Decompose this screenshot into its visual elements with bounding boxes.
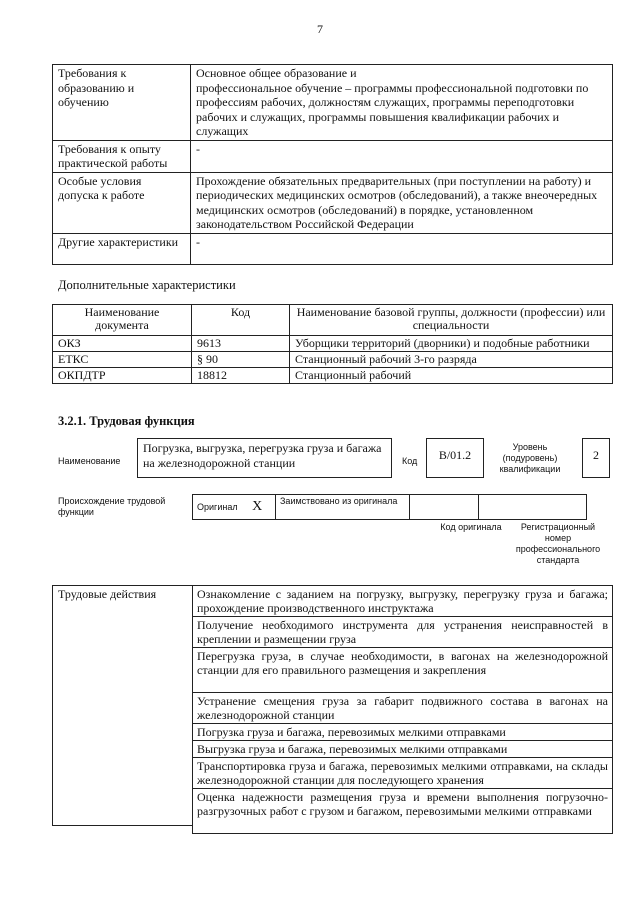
- level-box: 2: [582, 438, 610, 478]
- code-original-caption: Код оригинала: [440, 522, 502, 532]
- table-cell: ОКПДТР: [53, 368, 192, 384]
- table-row: [193, 617, 613, 648]
- function-title: 3.2.1. Трудовая функция: [58, 414, 195, 428]
- column-header: Код: [192, 305, 290, 336]
- table-header-row: [53, 305, 613, 336]
- actions-label: Трудовые действия: [52, 585, 192, 826]
- table-cell: Станционный рабочий 3-го разряда: [290, 352, 613, 368]
- table-row: [53, 233, 613, 264]
- action-item: Оценка надежности размещения груза и времени выполнения погрузочно-разгрузочных работ с грузом и багажом, перевозимыми мелкими отправками: [193, 789, 613, 834]
- table-cell: § 90: [192, 352, 290, 368]
- requirement-label: Требования к образованию и обучению: [53, 65, 191, 141]
- requirement-value: Основное общее образование и профессиональное обучение – программы профессиональной подготовки по профессиям рабочих, должностям служащих, программы переподготовки рабочих и служащих, программы повышения квалификации рабочих и служащих: [191, 65, 613, 141]
- table-cell: 18812: [192, 368, 290, 384]
- table-cell: ОКЗ: [53, 336, 192, 352]
- requirement-value: -: [191, 233, 613, 264]
- code-box: B/01.2: [426, 438, 484, 478]
- actions-table: [192, 585, 613, 834]
- reg-number-caption: Регистрационный номер профессионального стандарта: [515, 522, 601, 565]
- table-cell: Уборщики территорий (дворники) и подобные работники: [290, 336, 613, 352]
- table-row: [53, 140, 613, 172]
- column-header: Наименование базовой группы, должности (профессии) или специальности: [290, 305, 613, 336]
- function-name-box: Погрузка, выгрузка, перегрузка груза и багажа на железнодорожной станции: [137, 438, 392, 478]
- level-label: Уровень (подуровень) квалификации: [499, 442, 561, 474]
- action-item: Устранение смещения груза за габарит подвижного состава в вагонах на железнодорожной станции: [193, 693, 613, 724]
- table-row: [193, 693, 613, 724]
- table-row: [193, 586, 613, 617]
- requirements-table: [52, 64, 613, 265]
- requirement-label: Требования к опыту практической работы: [53, 140, 191, 172]
- table-row: [193, 495, 587, 520]
- reg-number-cell: [479, 495, 587, 520]
- original-label: Оригинал: [197, 502, 238, 512]
- requirement-label: Особые условия допуска к работе: [53, 172, 191, 233]
- table-row: [53, 368, 613, 384]
- code-original-cell: [410, 495, 479, 520]
- table-row: [193, 741, 613, 758]
- table-row: [53, 65, 613, 141]
- table-cell: Станционный рабочий: [290, 368, 613, 384]
- code-label: Код: [402, 456, 418, 466]
- original-mark: X: [252, 499, 263, 514]
- function-name-label: Наименование: [58, 456, 121, 466]
- table-row: [193, 758, 613, 789]
- action-item: Транспортировка груза и багажа, перевозимых мелкими отправками, на склады железнодорожной станции для последующего хранения: [193, 758, 613, 789]
- page-number: 7: [317, 22, 323, 36]
- table-row: [193, 789, 613, 834]
- table-cell: ЕТКС: [53, 352, 192, 368]
- table-row: [53, 352, 613, 368]
- action-item: Получение необходимого инструмента для устранения неисправностей в креплении и размещении груза: [193, 617, 613, 648]
- origin-label: Происхождение трудовой функции: [58, 496, 166, 517]
- table-row: [53, 336, 613, 352]
- action-item: Ознакомление с заданием на погрузку, выгрузку, перегрузку груза и багажа; прохождение производственного инструктажа: [193, 586, 613, 617]
- table-row: [53, 172, 613, 233]
- requirement-value: Прохождение обязательных предварительных (при поступлении на работу) и периодических медицинских осмотров (обследований), а также внеочередных медицинских осмотров (обследований) в порядке, установленном законодательством Российской Федерации: [191, 172, 613, 233]
- table-cell: 9613: [192, 336, 290, 352]
- requirement-label: Другие характеристики: [53, 233, 191, 264]
- requirement-value: -: [191, 140, 613, 172]
- additional-table: [52, 304, 613, 384]
- borrowed-cell: Заимствовано из оригинала: [276, 495, 410, 520]
- column-header: Наименование документа: [53, 305, 192, 336]
- additional-title: Дополнительные характеристики: [58, 278, 236, 292]
- action-item: Выгрузка груза и багажа, перевозимых мелкими отправками: [193, 741, 613, 758]
- table-row: [193, 724, 613, 741]
- origin-table: [192, 494, 587, 520]
- action-item: Погрузка груза и багажа, перевозимых мелкими отправками: [193, 724, 613, 741]
- original-cell: [193, 495, 276, 520]
- action-item: Перегрузка груза, в случае необходимости, в вагонах на железнодорожной станции для его правильного размещения и закрепления: [193, 648, 613, 693]
- table-row: [193, 648, 613, 693]
